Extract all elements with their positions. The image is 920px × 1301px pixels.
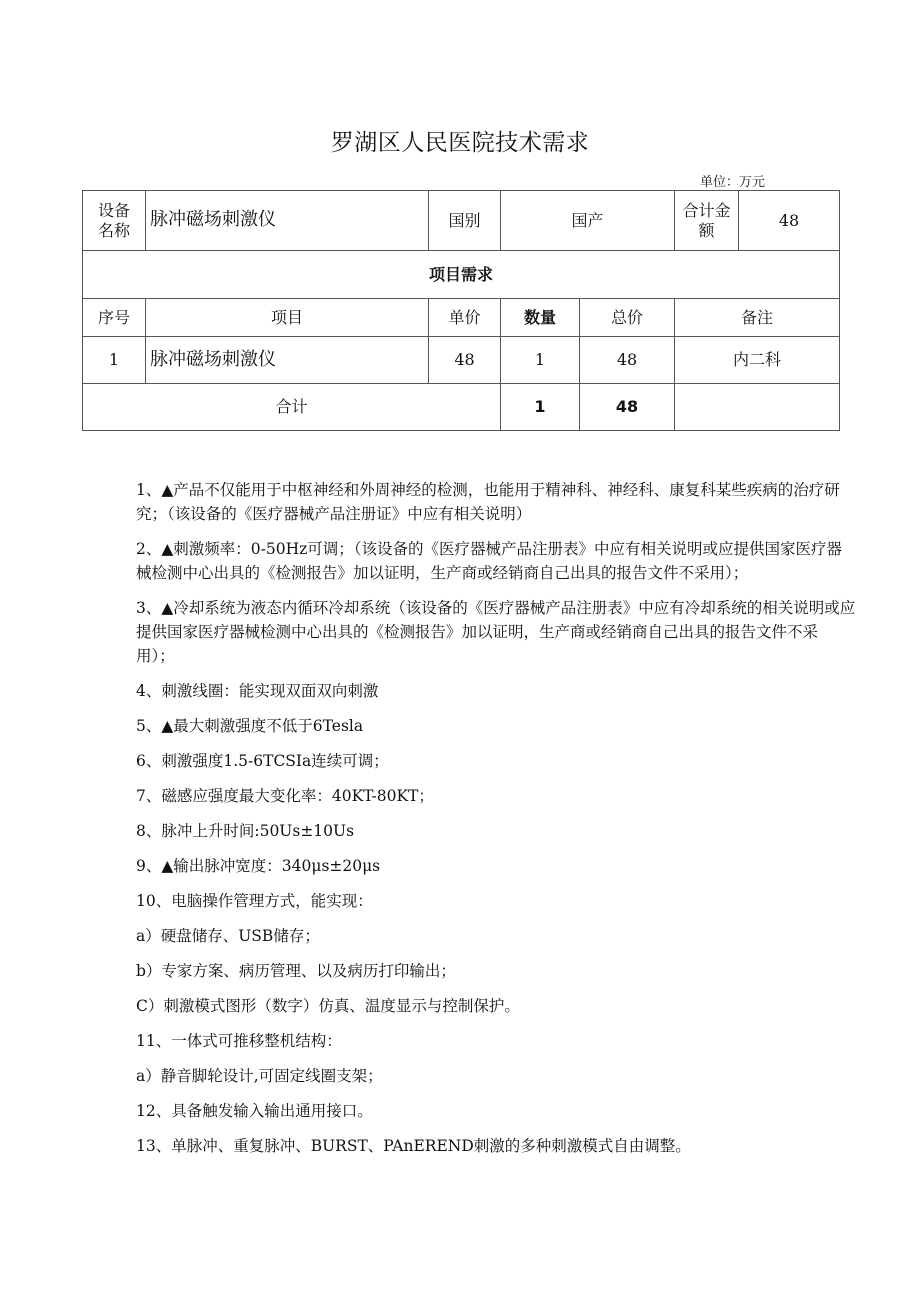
requirement-item: 7、磁感应强度最大变化率：40KT-80KT； xyxy=(136,787,434,805)
unit-label: 单位：万元 xyxy=(700,175,766,190)
header-item: 项目 xyxy=(146,299,429,337)
header-no: 序号 xyxy=(83,299,146,337)
header-total: 总价 xyxy=(580,299,675,337)
requirement-item: 6、刺激强度1.5-6TCSIa连续可调； xyxy=(136,752,389,770)
country-value: 国产 xyxy=(501,191,675,251)
section-row xyxy=(83,251,840,299)
device-name: 脉冲磁场刺激仪 xyxy=(146,191,429,251)
requirement-item: 13、单脉冲、重复脉冲、BURST、PAnEREND刺激的多种刺激模式自由调整。 xyxy=(136,1137,691,1155)
section-title: 项目需求 xyxy=(83,251,840,299)
label-country: 国别 xyxy=(429,191,501,251)
sum-total: 48 xyxy=(580,384,675,431)
row-note: 内二科 xyxy=(675,337,840,384)
label-device-name: 设备名称 xyxy=(83,191,146,251)
table-row xyxy=(83,337,840,384)
requirement-item: 5、▲最大刺激强度不低于6Tesla xyxy=(136,717,364,735)
row-qty: 1 xyxy=(501,337,580,384)
requirement-item: 1、▲产品不仅能用于中枢神经和外周神经的检测，也能用于精神科、神经科、康复科某些疾病的治疗研究；（该设备的《医疗器械产品注册证》中应有相关说明） xyxy=(136,481,840,523)
requirement-item: 3、▲冷却系统为液态内循环冷却系统（该设备的《医疗器械产品注册表》中应有冷却系统的相关说明或应提供国家医疗器械检测中心出具的《检测报告》加以证明，生产商或经销商自己出具的报告文件不采用）； xyxy=(136,599,856,665)
requirement-item: 12、具备触发输入输出通用接口。 xyxy=(136,1102,373,1120)
requirement-item: a）硬盘储存、USB储存； xyxy=(136,927,320,945)
header-note: 备注 xyxy=(675,299,840,337)
total-amount-value: 48 xyxy=(739,191,840,251)
row-item: 脉冲磁场刺激仪 xyxy=(146,337,429,384)
requirement-table xyxy=(82,190,840,431)
row-no: 1 xyxy=(83,337,146,384)
device-row xyxy=(83,191,840,251)
row-total: 48 xyxy=(580,337,675,384)
row-price: 48 xyxy=(429,337,501,384)
sum-note xyxy=(675,384,840,431)
requirement-item: 9、▲输出脉冲宽度：340μs±20μs xyxy=(136,857,381,875)
page-title: 罗湖区人民医院技术需求 xyxy=(330,130,590,156)
requirement-item: 8、脉冲上升时间:50Us±10Us xyxy=(136,822,355,840)
sum-label: 合计 xyxy=(83,384,501,431)
sum-qty: 1 xyxy=(501,384,580,431)
requirement-item: 11、一体式可推移整机结构： xyxy=(136,1032,342,1050)
header-row xyxy=(83,299,840,337)
requirement-item: a）静音脚轮设计,可固定线圈支架； xyxy=(136,1067,383,1085)
header-qty: 数量 xyxy=(501,299,580,337)
requirement-item: 10、电脑操作管理方式，能实现： xyxy=(136,892,373,910)
requirement-item: C）刺激模式图形（数字）仿真、温度显示与控制保护。 xyxy=(136,997,520,1015)
sum-row xyxy=(83,384,840,431)
requirement-item: 4、刺激线圈：能实现双面双向刺激 xyxy=(136,682,379,700)
requirement-item: 2、▲刺激频率：0-50Hz可调；（该设备的《医疗器械产品注册表》中应有相关说明或应提供国家医疗器械检测中心出具的《检测报告》加以证明，生产商或经销商自己出具的报告文件不采用）； xyxy=(136,540,843,582)
label-total-amount: 合计金额 xyxy=(675,191,739,251)
requirement-item: b）专家方案、病历管理、以及病历打印输出； xyxy=(136,962,456,980)
header-price: 单价 xyxy=(429,299,501,337)
requirements-list xyxy=(136,478,856,1169)
